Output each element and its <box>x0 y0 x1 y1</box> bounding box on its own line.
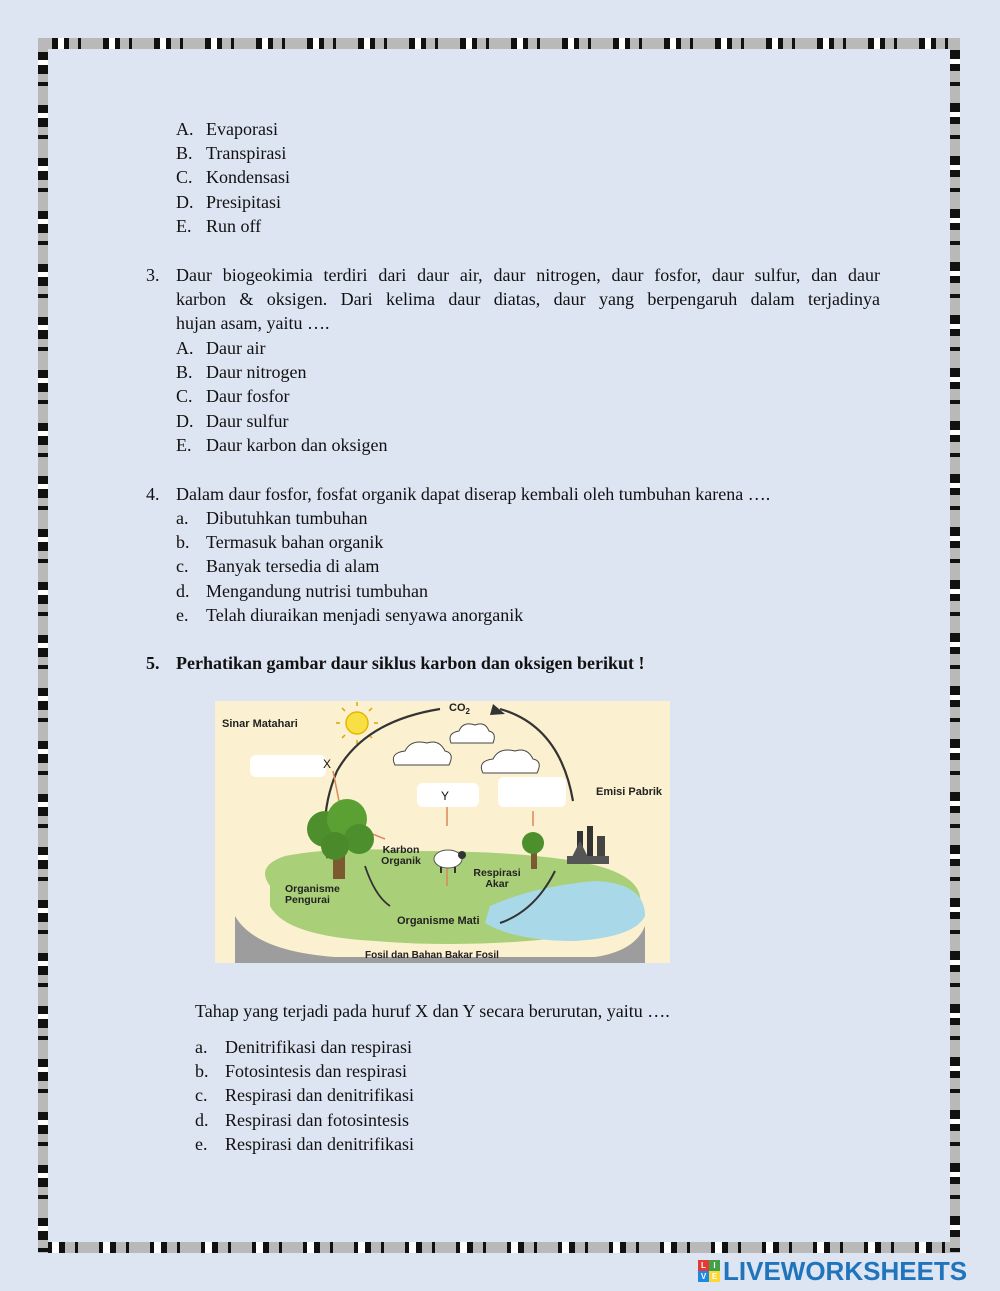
marker-x: X <box>323 757 332 771</box>
question-3 <box>146 263 880 338</box>
q5-prompt: Tahap yang terjadi pada huruf X dan Y secara berurutan, yaitu …. <box>195 1001 670 1021</box>
page-border-left <box>38 38 48 1253</box>
q4-option-b: b. Termasuk bahan organik <box>176 532 384 553</box>
q3-option-e: E. Daur karbon dan oksigen <box>176 434 388 455</box>
liveworksheets-logo-icon: L I V E <box>698 1260 720 1282</box>
fossil-label: Fosil dan Bahan Bakar Fosil <box>365 950 499 961</box>
root-respiration-label: Respirasi Akar <box>473 867 521 890</box>
q5-option-a: a. Denitrifikasi dan respirasi <box>195 1037 412 1057</box>
question-stem: Daur biogeokimia terdiri dari daur air, daur nitrogen, daur fosfor, daur sulfur, dan daur karbon & oksigen. Dari kelima daur diatas, daur yang berpengaruh dalam terjadinya hujan asam, yaitu …. <box>176 265 880 334</box>
sun-icon <box>336 702 378 744</box>
blank-box-right <box>498 777 566 807</box>
q2-option-c: C. Kondensasi <box>176 167 290 188</box>
carbon-organic-label: Karbon Organik <box>381 844 421 867</box>
logo-text: LIVEWORKSHEETS <box>723 1255 968 1286</box>
marker-y: Y <box>441 789 450 803</box>
liveworksheets-logo[interactable] <box>698 1257 967 1285</box>
q4-option-a: a. Dibutuhkan tumbuhan <box>176 508 368 528</box>
q3-option-c: C. Daur fosfor <box>176 386 290 407</box>
q4-options <box>176 506 523 627</box>
factory-icon <box>567 826 609 864</box>
cloud-icon <box>393 724 539 773</box>
question-stem: Dalam daur fosfor, fosfat organik dapat diserap kembali oleh tumbuhan karena …. <box>176 484 771 504</box>
question-number: 3. <box>146 265 160 285</box>
q3-option-d: D. Daur sulfur <box>176 410 289 431</box>
decomposer-label: Organisme Pengurai <box>285 883 340 906</box>
q2-options <box>176 117 290 238</box>
q2-option-e: E. Run off <box>176 215 262 236</box>
q4-option-c: c. Banyak tersedia di alam <box>176 556 380 577</box>
question-stem: Perhatikan gambar daur siklus karbon dan oksigen berikut ! <box>176 653 645 673</box>
question-number: 5. <box>146 653 160 673</box>
question-number: 4. <box>146 484 160 504</box>
q3-options <box>176 336 387 457</box>
co2-label: $CO_2$ <box>449 702 470 717</box>
carbon-oxygen-cycle-diagram <box>215 701 670 963</box>
sun-label: Sinar Matahari <box>222 718 298 730</box>
q5-option-b: b. Fotosintesis dan respirasi <box>195 1061 407 1082</box>
factory-label: Emisi Pabrik <box>596 786 663 798</box>
q4-option-d: d. Mengandung nutrisi tumbuhan <box>176 580 428 601</box>
page-border-top <box>38 38 960 49</box>
q2-option-b: B. Transpirasi <box>176 143 287 164</box>
q5-options <box>195 1035 414 1156</box>
page-border-right <box>950 38 960 1253</box>
q2-option-a: A. Evaporasi <box>176 119 278 139</box>
q2-option-d: D. Presipitasi <box>176 191 281 212</box>
page-border-bottom <box>38 1242 960 1253</box>
blank-box-x <box>250 755 326 777</box>
q3-option-a: A. Daur air <box>176 338 266 358</box>
question-5 <box>146 651 880 676</box>
q5-option-e: e. Respirasi dan denitrifikasi <box>195 1133 414 1154</box>
q5-option-d: d. Respirasi dan fotosintesis <box>195 1109 409 1130</box>
q3-option-b: B. Daur nitrogen <box>176 362 307 383</box>
question-4 <box>146 482 880 507</box>
dead-organism-label: Organisme Mati <box>397 915 480 927</box>
q5-option-c: c. Respirasi dan denitrifikasi <box>195 1085 414 1106</box>
q4-option-e: e. Telah diuraikan menjadi senyawa anorganik <box>176 604 524 625</box>
